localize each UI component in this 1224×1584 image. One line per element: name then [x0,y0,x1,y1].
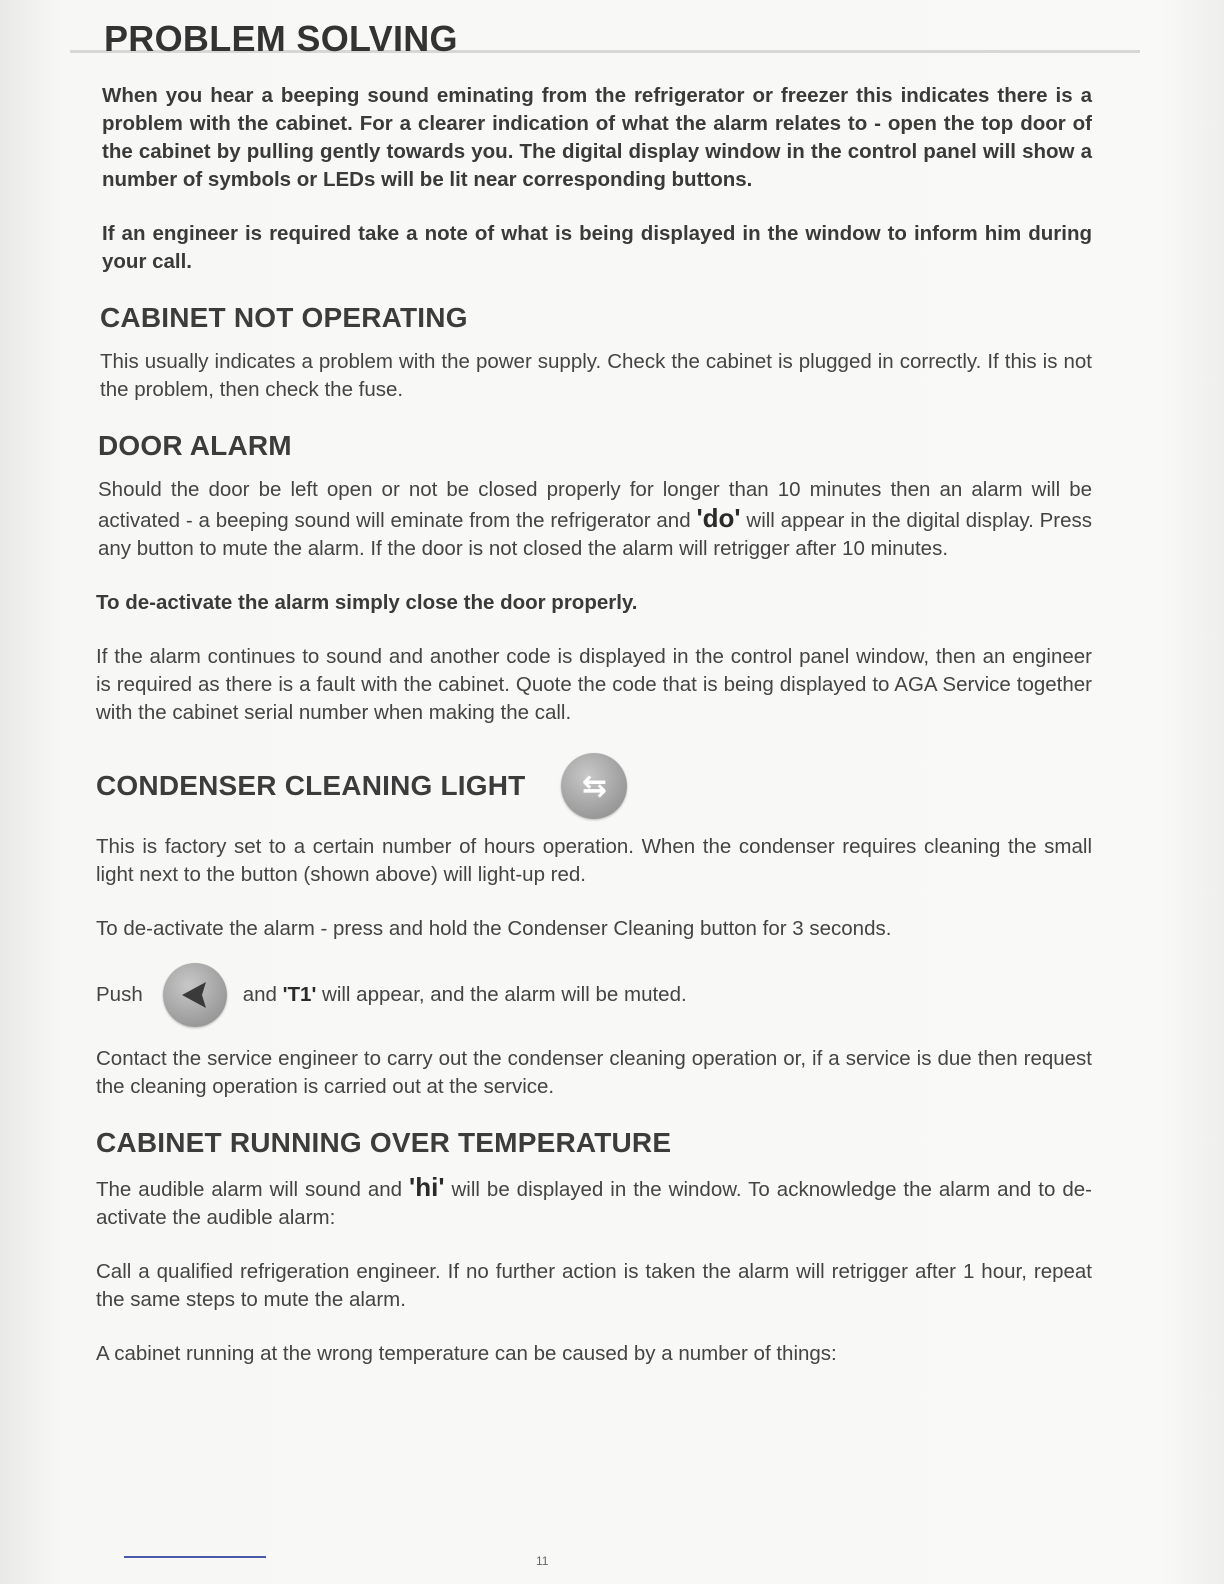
heading-cabinet-not-operating: CABINET NOT OPERATING [100,302,468,333]
content [96,18,1092,1394]
heading-over-temperature: CABINET RUNNING OVER TEMPERATURE [96,1127,672,1158]
condenser-text-2: To de-activate the alarm - press and hold the Condenser Cleaning button for 3 seconds. [96,917,892,940]
intro-paragraph-2: If an engineer is required take a note of what is being displayed in the window to inform him during your call. [102,222,1092,273]
push-text [243,983,687,1007]
heading-door-alarm: DOOR ALARM [98,430,292,461]
door-code: 'do' [696,503,741,533]
t1-code: 'T1' [282,983,317,1006]
door-alarm-text-2: To de-activate the alarm simply close the door properly. [96,591,638,614]
page-number: 11 [536,1554,549,1568]
left-arrow-icon [178,978,212,1012]
condenser-text-1: This is factory set to a certain number of hours operation. When the condenser requires cleaning the small light next to the button (shown above) will light-up red. [96,835,1092,886]
door-alarm-text-1b: will appear in the digital display. Press any button to mute the alarm. If the door is not closed the alarm will retrigger after 10 minutes. [98,509,1092,560]
over-temp-text-2: Call a qualified refrigeration engineer. If no further action is taken the alarm will retrigger after 1 hour, repeat the same steps to mute the alarm. [96,1260,1092,1311]
push-text-b: will appear, and the alarm will be muted. [316,983,687,1006]
left-arrow-button-icon [163,963,227,1027]
door-alarm-text-1a: Should the door be left open or not be closed properly for longer than 10 minutes then an alarm will be activated - a beeping sound will eminate from the refrigerator and [98,478,1092,532]
footnote-rule [124,1556,266,1558]
over-temp-text-1a: The audible alarm will sound and [96,1178,410,1201]
intro-paragraph-1: When you hear a beeping sound eminating from the refrigerator or freezer this indicates there is a problem with the cabinet. For a clearer indication of what the alarm relates to - open the top door of the cabinet by pulling gently towards you. The digital display window in the control panel will show a number of symbols or LEDs will be lit near corresponding buttons. [102,84,1092,191]
door-alarm-text-1 [98,476,1092,563]
over-temp-text-3: A cabinet running at the wrong temperature can be caused by a number of things: [96,1342,837,1365]
condenser-heading-label: CONDENSER CLEANING LIGHT [96,770,526,801]
heading-condenser-cleaning-light [96,753,1092,819]
page-title: PROBLEM SOLVING [104,18,458,59]
hi-code: 'hi' [409,1172,445,1202]
push-label: Push [96,983,143,1006]
over-temp-text-1 [96,1173,1092,1232]
condenser-glyph: ⇆ [581,769,608,803]
push-instruction [96,963,1092,1027]
condenser-cleaning-button-icon [561,753,627,819]
condenser-text-3: Contact the service engineer to carry out the condenser cleaning operation or, if a service is due then request the cleaning operation is carried out at the service. [96,1047,1092,1098]
push-text-a: and [242,983,283,1006]
door-alarm-text-3: If the alarm continues to sound and another code is displayed in the control panel window, then an engineer is required as there is a fault with the cabinet. Quote the code that is being displayed to AGA Service together with the cabinet serial number when making the call. [96,645,1092,724]
cabinet-not-operating-text: This usually indicates a problem with the power supply. Check the cabinet is plugged in correctly. If this is not the problem, then check the fuse. [100,350,1092,401]
over-temp-text-1b: will be displayed in the window. To acknowledge the alarm and to de-activate the audible alarm: [96,1178,1092,1229]
